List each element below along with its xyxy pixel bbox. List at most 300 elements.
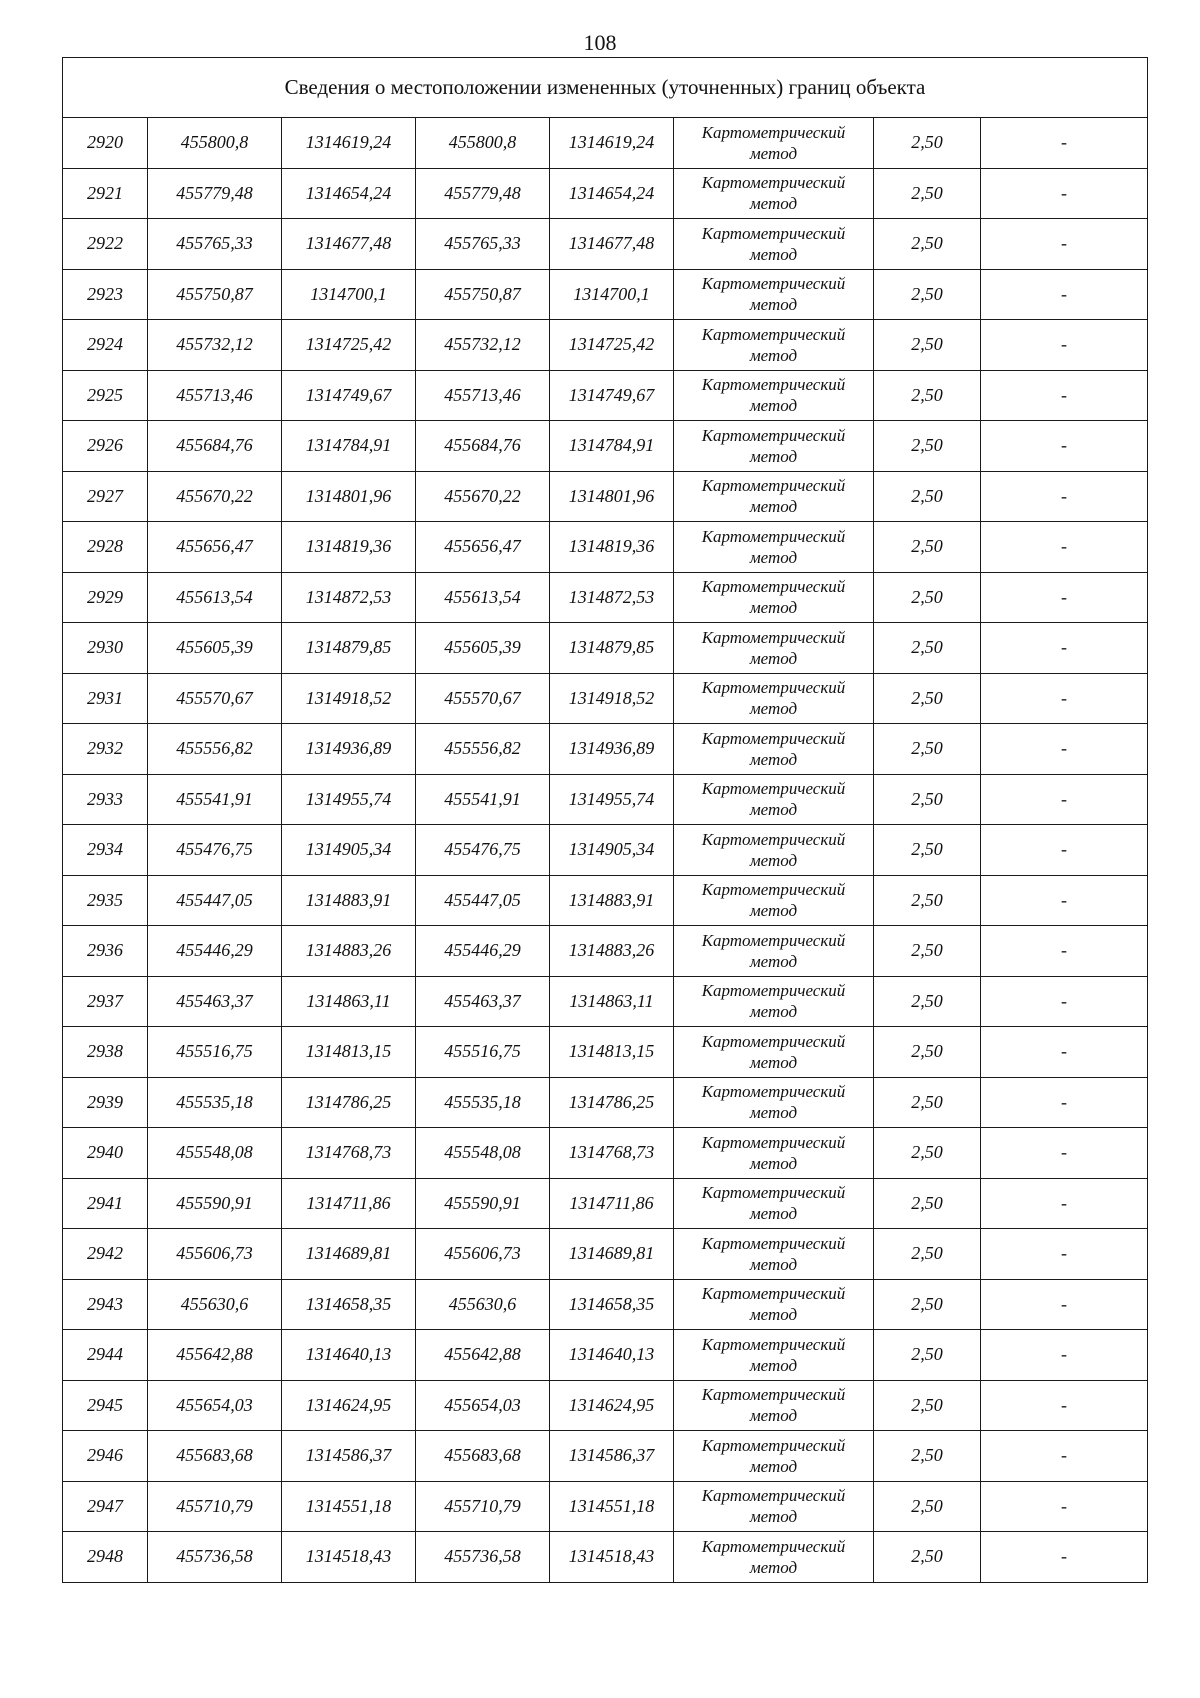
- new-y-cell: 1314654,24: [550, 168, 674, 219]
- method-line-2: метод: [749, 446, 798, 466]
- method-line-1: Картометрический: [701, 880, 846, 900]
- existing-x-cell: 455463,37: [148, 976, 282, 1027]
- precision-cell: 2,50: [874, 926, 981, 977]
- method-line-2: метод: [749, 1204, 798, 1224]
- method-line-1: Картометрический: [701, 930, 846, 950]
- note-cell: -: [981, 1077, 1148, 1128]
- point-number-cell: 2921: [63, 168, 148, 219]
- table-row: [63, 421, 1148, 472]
- new-y-cell: 1314640,13: [550, 1330, 674, 1381]
- point-number-cell: 2933: [63, 774, 148, 825]
- existing-x-cell: 455642,88: [148, 1330, 282, 1381]
- method-line-1: Картометрический: [701, 476, 846, 496]
- note-cell: -: [981, 1330, 1148, 1381]
- method-cell: [674, 623, 874, 674]
- note-cell: -: [981, 976, 1148, 1027]
- new-x-cell: 455713,46: [416, 370, 550, 421]
- method-cell: [674, 1431, 874, 1482]
- point-number-cell: 2927: [63, 471, 148, 522]
- existing-y-cell: 1314586,37: [282, 1431, 416, 1482]
- method-line-2: метод: [749, 648, 798, 668]
- new-x-cell: 455570,67: [416, 673, 550, 724]
- point-number-cell: 2938: [63, 1027, 148, 1078]
- new-y-cell: 1314658,35: [550, 1279, 674, 1330]
- new-y-cell: 1314863,11: [550, 976, 674, 1027]
- table-row: [63, 572, 1148, 623]
- existing-y-cell: 1314551,18: [282, 1481, 416, 1532]
- existing-y-cell: 1314813,15: [282, 1027, 416, 1078]
- precision-cell: 2,50: [874, 471, 981, 522]
- new-x-cell: 455710,79: [416, 1481, 550, 1532]
- new-x-cell: 455548,08: [416, 1128, 550, 1179]
- existing-x-cell: 455732,12: [148, 320, 282, 371]
- method-cell: [674, 471, 874, 522]
- new-x-cell: 455590,91: [416, 1178, 550, 1229]
- new-x-cell: 455476,75: [416, 825, 550, 876]
- new-y-cell: 1314619,24: [550, 118, 674, 169]
- precision-cell: 2,50: [874, 1481, 981, 1532]
- point-number-cell: 2924: [63, 320, 148, 371]
- point-number-cell: 2946: [63, 1431, 148, 1482]
- method-line-2: метод: [749, 1002, 798, 1022]
- note-cell: -: [981, 1027, 1148, 1078]
- existing-x-cell: 455613,54: [148, 572, 282, 623]
- method-cell: [674, 1532, 874, 1583]
- point-number-cell: 2935: [63, 875, 148, 926]
- new-y-cell: 1314801,96: [550, 471, 674, 522]
- new-y-cell: 1314677,48: [550, 219, 674, 270]
- new-x-cell: 455684,76: [416, 421, 550, 472]
- point-number-cell: 2923: [63, 269, 148, 320]
- precision-cell: 2,50: [874, 219, 981, 270]
- method-line-2: метод: [749, 1254, 798, 1274]
- point-number-cell: 2925: [63, 370, 148, 421]
- note-cell: -: [981, 1431, 1148, 1482]
- existing-x-cell: 455556,82: [148, 724, 282, 775]
- point-number-cell: 2932: [63, 724, 148, 775]
- table-row: [63, 118, 1148, 169]
- method-line-2: метод: [749, 1406, 798, 1426]
- new-y-cell: 1314586,37: [550, 1431, 674, 1482]
- table-title: Сведения о местоположении измененных (уточненных) границ объекта: [63, 58, 1148, 118]
- existing-y-cell: 1314872,53: [282, 572, 416, 623]
- method-cell: [674, 1279, 874, 1330]
- precision-cell: 2,50: [874, 370, 981, 421]
- existing-x-cell: 455548,08: [148, 1128, 282, 1179]
- method-line-2: метод: [749, 1355, 798, 1375]
- existing-y-cell: 1314711,86: [282, 1178, 416, 1229]
- table-row: [63, 774, 1148, 825]
- table-row: [63, 522, 1148, 573]
- precision-cell: 2,50: [874, 1128, 981, 1179]
- new-x-cell: 455765,33: [416, 219, 550, 270]
- new-y-cell: 1314624,95: [550, 1380, 674, 1431]
- new-x-cell: 455630,6: [416, 1279, 550, 1330]
- existing-x-cell: 455684,76: [148, 421, 282, 472]
- method-line-2: метод: [749, 497, 798, 517]
- method-line-1: Картометрический: [701, 981, 846, 1001]
- existing-x-cell: 455590,91: [148, 1178, 282, 1229]
- point-number-cell: 2945: [63, 1380, 148, 1431]
- method-line-1: Картометрический: [701, 173, 846, 193]
- method-line-1: Картометрический: [701, 1284, 846, 1304]
- new-y-cell: 1314883,26: [550, 926, 674, 977]
- new-y-cell: 1314883,91: [550, 875, 674, 926]
- existing-x-cell: 455800,8: [148, 118, 282, 169]
- existing-y-cell: 1314749,67: [282, 370, 416, 421]
- method-cell: [674, 572, 874, 623]
- precision-cell: 2,50: [874, 976, 981, 1027]
- point-number-cell: 2937: [63, 976, 148, 1027]
- method-cell: [674, 976, 874, 1027]
- new-y-cell: 1314551,18: [550, 1481, 674, 1532]
- existing-x-cell: 455476,75: [148, 825, 282, 876]
- precision-cell: 2,50: [874, 673, 981, 724]
- point-number-cell: 2931: [63, 673, 148, 724]
- method-cell: [674, 724, 874, 775]
- note-cell: -: [981, 421, 1148, 472]
- method-cell: [674, 825, 874, 876]
- method-line-1: Картометрический: [701, 627, 846, 647]
- point-number-cell: 2926: [63, 421, 148, 472]
- precision-cell: 2,50: [874, 1532, 981, 1583]
- new-x-cell: 455606,73: [416, 1229, 550, 1280]
- existing-x-cell: 455654,03: [148, 1380, 282, 1431]
- method-line-2: метод: [749, 749, 798, 769]
- new-y-cell: 1314813,15: [550, 1027, 674, 1078]
- existing-y-cell: 1314658,35: [282, 1279, 416, 1330]
- note-cell: -: [981, 219, 1148, 270]
- method-line-1: Картометрический: [701, 1082, 846, 1102]
- method-line-2: метод: [749, 951, 798, 971]
- table-row: [63, 1431, 1148, 1482]
- existing-y-cell: 1314624,95: [282, 1380, 416, 1431]
- new-x-cell: 455556,82: [416, 724, 550, 775]
- existing-y-cell: 1314936,89: [282, 724, 416, 775]
- new-x-cell: 455642,88: [416, 1330, 550, 1381]
- method-line-2: метод: [749, 143, 798, 163]
- method-line-2: метод: [749, 1103, 798, 1123]
- point-number-cell: 2944: [63, 1330, 148, 1381]
- table-row: [63, 370, 1148, 421]
- precision-cell: 2,50: [874, 875, 981, 926]
- table-row: [63, 875, 1148, 926]
- method-line-1: Картометрический: [701, 779, 846, 799]
- note-cell: -: [981, 1279, 1148, 1330]
- precision-cell: 2,50: [874, 1077, 981, 1128]
- precision-cell: 2,50: [874, 269, 981, 320]
- new-y-cell: 1314700,1: [550, 269, 674, 320]
- existing-y-cell: 1314863,11: [282, 976, 416, 1027]
- method-line-1: Картометрический: [701, 1486, 846, 1506]
- method-line-2: метод: [749, 295, 798, 315]
- precision-cell: 2,50: [874, 118, 981, 169]
- existing-x-cell: 455446,29: [148, 926, 282, 977]
- table-row: [63, 1330, 1148, 1381]
- note-cell: -: [981, 774, 1148, 825]
- point-number-cell: 2930: [63, 623, 148, 674]
- new-x-cell: 455683,68: [416, 1431, 550, 1482]
- precision-cell: 2,50: [874, 1229, 981, 1280]
- new-x-cell: 455779,48: [416, 168, 550, 219]
- new-x-cell: 455463,37: [416, 976, 550, 1027]
- note-cell: -: [981, 522, 1148, 573]
- precision-cell: 2,50: [874, 168, 981, 219]
- method-cell: [674, 1229, 874, 1280]
- existing-x-cell: 455779,48: [148, 168, 282, 219]
- method-line-1: Картометрический: [701, 1536, 846, 1556]
- table-row: [63, 1027, 1148, 1078]
- point-number-cell: 2920: [63, 118, 148, 169]
- note-cell: -: [981, 875, 1148, 926]
- existing-y-cell: 1314677,48: [282, 219, 416, 270]
- point-number-cell: 2947: [63, 1481, 148, 1532]
- method-cell: [674, 168, 874, 219]
- precision-cell: 2,50: [874, 320, 981, 371]
- note-cell: -: [981, 471, 1148, 522]
- method-cell: [674, 269, 874, 320]
- method-cell: [674, 1380, 874, 1431]
- new-y-cell: 1314711,86: [550, 1178, 674, 1229]
- existing-y-cell: 1314879,85: [282, 623, 416, 674]
- existing-x-cell: 455447,05: [148, 875, 282, 926]
- method-cell: [674, 320, 874, 371]
- existing-y-cell: 1314905,34: [282, 825, 416, 876]
- new-y-cell: 1314689,81: [550, 1229, 674, 1280]
- method-line-1: Картометрический: [701, 1183, 846, 1203]
- table-row: [63, 1077, 1148, 1128]
- method-line-2: метод: [749, 850, 798, 870]
- method-line-1: Картометрический: [701, 274, 846, 294]
- method-line-2: метод: [749, 244, 798, 264]
- method-cell: [674, 370, 874, 421]
- table-row: [63, 724, 1148, 775]
- note-cell: -: [981, 118, 1148, 169]
- method-line-2: метод: [749, 1507, 798, 1527]
- existing-x-cell: 455605,39: [148, 623, 282, 674]
- method-cell: [674, 1128, 874, 1179]
- existing-y-cell: 1314883,91: [282, 875, 416, 926]
- method-cell: [674, 522, 874, 573]
- new-x-cell: 455732,12: [416, 320, 550, 371]
- new-y-cell: 1314768,73: [550, 1128, 674, 1179]
- new-y-cell: 1314786,25: [550, 1077, 674, 1128]
- method-line-1: Картометрический: [701, 223, 846, 243]
- existing-y-cell: 1314768,73: [282, 1128, 416, 1179]
- new-y-cell: 1314936,89: [550, 724, 674, 775]
- point-number-cell: 2939: [63, 1077, 148, 1128]
- method-line-1: Картометрический: [701, 1334, 846, 1354]
- new-x-cell: 455656,47: [416, 522, 550, 573]
- point-number-cell: 2922: [63, 219, 148, 270]
- existing-y-cell: 1314619,24: [282, 118, 416, 169]
- boundary-coordinates-table: [62, 57, 1148, 1583]
- table-row: [63, 926, 1148, 977]
- precision-cell: 2,50: [874, 1330, 981, 1381]
- existing-y-cell: 1314725,42: [282, 320, 416, 371]
- new-y-cell: 1314872,53: [550, 572, 674, 623]
- table-row: [63, 623, 1148, 674]
- method-line-1: Картометрический: [701, 1233, 846, 1253]
- precision-cell: 2,50: [874, 1027, 981, 1078]
- table-row: [63, 1178, 1148, 1229]
- table-row: [63, 1229, 1148, 1280]
- new-y-cell: 1314749,67: [550, 370, 674, 421]
- method-line-2: метод: [749, 345, 798, 365]
- existing-x-cell: 455765,33: [148, 219, 282, 270]
- new-x-cell: 455605,39: [416, 623, 550, 674]
- method-line-2: метод: [749, 1052, 798, 1072]
- existing-x-cell: 455710,79: [148, 1481, 282, 1532]
- method-line-2: метод: [749, 547, 798, 567]
- note-cell: -: [981, 825, 1148, 876]
- new-x-cell: 455516,75: [416, 1027, 550, 1078]
- new-x-cell: 455736,58: [416, 1532, 550, 1583]
- existing-x-cell: 455683,68: [148, 1431, 282, 1482]
- method-line-1: Картометрический: [701, 526, 846, 546]
- table-row: [63, 320, 1148, 371]
- new-x-cell: 455541,91: [416, 774, 550, 825]
- new-y-cell: 1314955,74: [550, 774, 674, 825]
- existing-y-cell: 1314518,43: [282, 1532, 416, 1583]
- method-cell: [674, 875, 874, 926]
- method-cell: [674, 1027, 874, 1078]
- method-line-2: метод: [749, 1305, 798, 1325]
- new-x-cell: 455447,05: [416, 875, 550, 926]
- method-cell: [674, 1481, 874, 1532]
- new-x-cell: 455613,54: [416, 572, 550, 623]
- existing-y-cell: 1314819,36: [282, 522, 416, 573]
- method-line-2: метод: [749, 194, 798, 214]
- existing-y-cell: 1314700,1: [282, 269, 416, 320]
- method-line-1: Картометрический: [701, 1132, 846, 1152]
- method-cell: [674, 118, 874, 169]
- method-line-1: Картометрический: [701, 375, 846, 395]
- note-cell: -: [981, 168, 1148, 219]
- method-line-2: метод: [749, 699, 798, 719]
- existing-x-cell: 455750,87: [148, 269, 282, 320]
- table-title-row: [63, 58, 1148, 118]
- existing-x-cell: 455630,6: [148, 1279, 282, 1330]
- note-cell: -: [981, 1380, 1148, 1431]
- precision-cell: 2,50: [874, 522, 981, 573]
- new-x-cell: 455670,22: [416, 471, 550, 522]
- method-cell: [674, 1178, 874, 1229]
- table-row: [63, 1128, 1148, 1179]
- precision-cell: 2,50: [874, 724, 981, 775]
- new-y-cell: 1314905,34: [550, 825, 674, 876]
- note-cell: -: [981, 370, 1148, 421]
- note-cell: -: [981, 320, 1148, 371]
- note-cell: -: [981, 572, 1148, 623]
- note-cell: -: [981, 724, 1148, 775]
- existing-x-cell: 455570,67: [148, 673, 282, 724]
- note-cell: -: [981, 1128, 1148, 1179]
- table-row: [63, 673, 1148, 724]
- table-row: [63, 976, 1148, 1027]
- method-line-1: Картометрический: [701, 678, 846, 698]
- existing-x-cell: 455535,18: [148, 1077, 282, 1128]
- precision-cell: 2,50: [874, 825, 981, 876]
- method-line-1: Картометрический: [701, 1385, 846, 1405]
- method-line-1: Картометрический: [701, 829, 846, 849]
- new-y-cell: 1314725,42: [550, 320, 674, 371]
- existing-y-cell: 1314801,96: [282, 471, 416, 522]
- new-x-cell: 455800,8: [416, 118, 550, 169]
- note-cell: -: [981, 926, 1148, 977]
- method-line-2: метод: [749, 1557, 798, 1577]
- page-number: 108: [583, 30, 617, 55]
- precision-cell: 2,50: [874, 1380, 981, 1431]
- existing-y-cell: 1314786,25: [282, 1077, 416, 1128]
- precision-cell: 2,50: [874, 1178, 981, 1229]
- point-number-cell: 2940: [63, 1128, 148, 1179]
- table-row: [63, 168, 1148, 219]
- point-number-cell: 2943: [63, 1279, 148, 1330]
- precision-cell: 2,50: [874, 1431, 981, 1482]
- method-line-2: метод: [749, 901, 798, 921]
- point-number-cell: 2942: [63, 1229, 148, 1280]
- point-number-cell: 2929: [63, 572, 148, 623]
- method-line-2: метод: [749, 1456, 798, 1476]
- table-row: [63, 1481, 1148, 1532]
- existing-x-cell: 455541,91: [148, 774, 282, 825]
- note-cell: -: [981, 623, 1148, 674]
- precision-cell: 2,50: [874, 623, 981, 674]
- method-cell: [674, 219, 874, 270]
- existing-x-cell: 455516,75: [148, 1027, 282, 1078]
- method-line-1: Картометрический: [701, 1031, 846, 1051]
- method-line-1: Картометрический: [701, 122, 846, 142]
- method-cell: [674, 1077, 874, 1128]
- existing-x-cell: 455713,46: [148, 370, 282, 421]
- method-line-1: Картометрический: [701, 577, 846, 597]
- method-cell: [674, 421, 874, 472]
- method-cell: [674, 774, 874, 825]
- new-y-cell: 1314518,43: [550, 1532, 674, 1583]
- existing-y-cell: 1314918,52: [282, 673, 416, 724]
- new-x-cell: 455446,29: [416, 926, 550, 977]
- method-line-2: метод: [749, 1153, 798, 1173]
- existing-y-cell: 1314640,13: [282, 1330, 416, 1381]
- table-row: [63, 1380, 1148, 1431]
- new-x-cell: 455654,03: [416, 1380, 550, 1431]
- note-cell: -: [981, 1229, 1148, 1280]
- table-row: [63, 269, 1148, 320]
- existing-x-cell: 455656,47: [148, 522, 282, 573]
- method-cell: [674, 1330, 874, 1381]
- table-row: [63, 219, 1148, 270]
- method-line-1: Картометрический: [701, 1435, 846, 1455]
- point-number-cell: 2948: [63, 1532, 148, 1583]
- method-line-1: Картометрический: [701, 324, 846, 344]
- new-x-cell: 455750,87: [416, 269, 550, 320]
- method-line-1: Картометрический: [701, 728, 846, 748]
- precision-cell: 2,50: [874, 774, 981, 825]
- table-row: [63, 825, 1148, 876]
- precision-cell: 2,50: [874, 421, 981, 472]
- table-row: [63, 1532, 1148, 1583]
- table-row: [63, 471, 1148, 522]
- precision-cell: 2,50: [874, 1279, 981, 1330]
- precision-cell: 2,50: [874, 572, 981, 623]
- new-y-cell: 1314784,91: [550, 421, 674, 472]
- method-cell: [674, 673, 874, 724]
- method-line-2: метод: [749, 598, 798, 618]
- new-x-cell: 455535,18: [416, 1077, 550, 1128]
- existing-y-cell: 1314784,91: [282, 421, 416, 472]
- existing-x-cell: 455606,73: [148, 1229, 282, 1280]
